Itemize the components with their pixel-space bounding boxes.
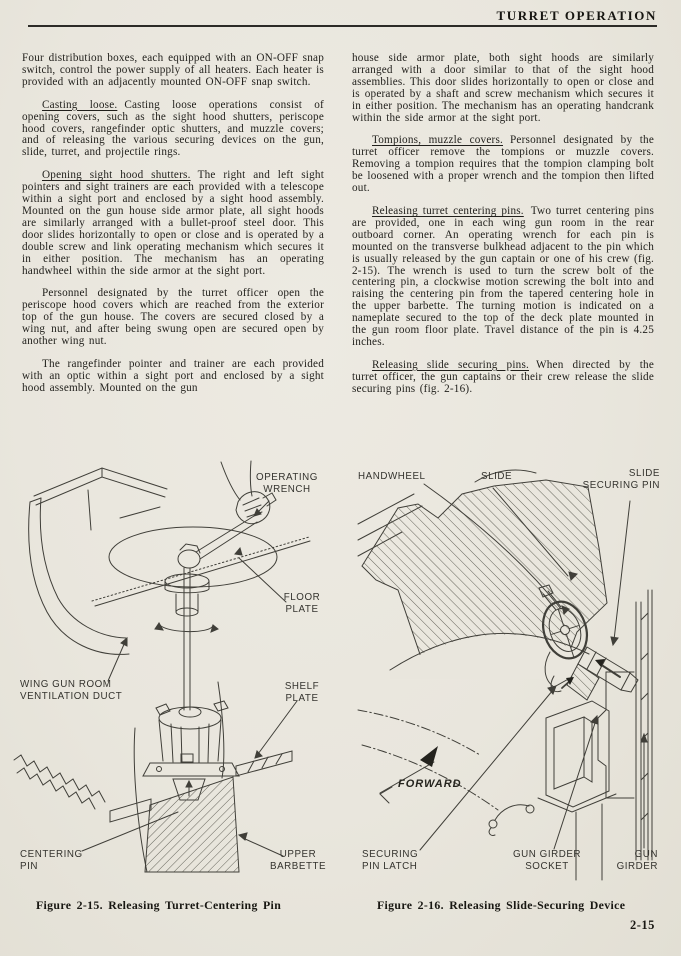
paragraph-lead: Casting loose.	[42, 98, 118, 111]
paragraph	[352, 135, 654, 195]
paragraph-body: Personnel designated by the turret officer open the periscope hood covers which are reached from the exterior top of the gun house. The covers are secured closed by a wing nut, and after being swung open are secured open by another wing nut.	[22, 287, 324, 348]
paragraph	[22, 100, 324, 160]
latch-wire-drawing	[489, 805, 534, 836]
paragraph	[22, 53, 324, 89]
torn-edge-zigzag	[14, 755, 105, 809]
left-text-column	[22, 53, 324, 406]
paragraph-lead: Releasing slide securing pins.	[372, 358, 529, 371]
label-securing-pin-latch: SECURING PIN LATCH	[362, 849, 419, 872]
header-rule	[28, 25, 657, 27]
centering-pin-screw-drawing	[155, 568, 218, 710]
label-forward: FORWARD	[398, 778, 462, 790]
ventilation-duct-drawing	[29, 468, 167, 654]
paragraph-body: The rangefinder pointer and trainer are each provided with an optic within a sight port and enclosed by a sight hood assembly. Mounted on the gun	[22, 357, 324, 394]
upper-barbette-hatch	[134, 682, 239, 872]
label-slide: SLIDE	[481, 471, 513, 482]
page-number: 2-15	[630, 918, 655, 932]
label-gun-girder-socket: GUN GIRDER SOCKET	[512, 849, 582, 872]
page-header-title: TURRET OPERATION	[496, 8, 657, 23]
paragraph-body: Four distribution boxes, each equipped with an ON-OFF snap switch, control the power supply of all heaters. Each heater is provided with an adjacently mounted ON-OFF snap switch.	[22, 52, 324, 88]
paragraph-body: Casting loose operations consist of opening covers, such as the sight hood shutters, periscope hood covers, rangefinder optic shutters, and muzzle covers; and of releasing the various securing devices on the gun, slide, turret, and projectile rings.	[22, 98, 324, 159]
paragraph-body: Personnel designated by the turret officer remove the tompions or muzzle covers. Removing a tompion requires that the tompion clamping bolt be loosened with a proper wrench and the tompion then lifted out.	[352, 134, 654, 195]
figure-2-15-caption: Figure 2-15. Releasing Turret-Centering Pin	[36, 898, 282, 912]
paragraph-lead: Releasing turret centering pins.	[372, 204, 524, 217]
label-handwheel: HANDWHEEL	[358, 471, 426, 482]
paragraph	[22, 170, 324, 277]
label-wing-gun-room-ventilation-duct: WING GUN ROOM VENTILATION DUCT	[20, 679, 123, 702]
label-floor-plate: FLOOR PLATE	[283, 592, 321, 615]
figure-2-16-caption: Figure 2-16. Releasing Slide-Securing Device	[377, 898, 626, 912]
paragraph-body: The right and left sight pointers and sight trainers are each provided with a telescope within a sight port and enclosed by a sight hood assembly. Mounted on the gun house side armor plate, all sight hoods are similarly arranged with a bullet-proof steel door. This door slides horizontally to open or close and is operated by a double screw and link operating mechanism which secures it in either position. The mechanism has an operating handwheel within the side armor at the sight port.	[22, 169, 324, 277]
label-operating-wrench: OPERATING WRENCH	[256, 472, 318, 495]
paragraph	[22, 288, 324, 348]
label-upper-barbette: UPPER BARBETTE	[270, 849, 327, 872]
paragraph-body: When directed by the turret officer, the gun captains or their crew release the slide securing pins (fig. 2-16).	[352, 358, 654, 395]
paragraph	[352, 206, 654, 349]
right-text-column	[352, 53, 654, 407]
paragraph	[352, 53, 654, 124]
paragraph	[22, 359, 324, 395]
label-gun-girder: GUN GIRDER	[616, 849, 658, 872]
paragraph-body: Two turret centering pins are provided, one in each wing gun room in the rear outboard corner. An operating wrench for each pin is mounted on the transverse bulkhead adjacent to the pin which is usually released by the gun captain or one of his crew (fig. 2-15). The wrench is used to turn the screw bolt of the centering pin, a clockwise motion screwing the bolt into and raising the centering pin from the tapered centering hole in the upper barbette. The turning motion is indicated on a nameplate secured to the top of the deck plate mounted in the gun room floor plate. Travel distance of the pin is 4.25 inches.	[352, 204, 654, 348]
paragraph	[352, 360, 654, 396]
paragraph-lead: Opening sight hood shutters.	[42, 169, 191, 182]
forward-arrow	[380, 746, 438, 803]
paragraph-lead: Tompions, muzzle covers.	[372, 134, 503, 147]
figure-2-16	[340, 460, 681, 920]
paragraph-body: house side armor plate, both sight hoods are similarly arranged with a door similar to that of the sight hood assemblies. This door slides horizontally to open or close and is operated by a shaft and screw mechanism which secures it in either position. The mechanism has an operating handcrank within the side armor at the sight port.	[352, 52, 654, 124]
figure-2-15	[0, 460, 341, 920]
label-slide-securing-pin: SLIDE SECURING PIN	[582, 468, 660, 491]
label-centering-pin: CENTERING PIN	[20, 849, 83, 872]
label-shelf-plate: SHELF PLATE	[284, 681, 320, 704]
